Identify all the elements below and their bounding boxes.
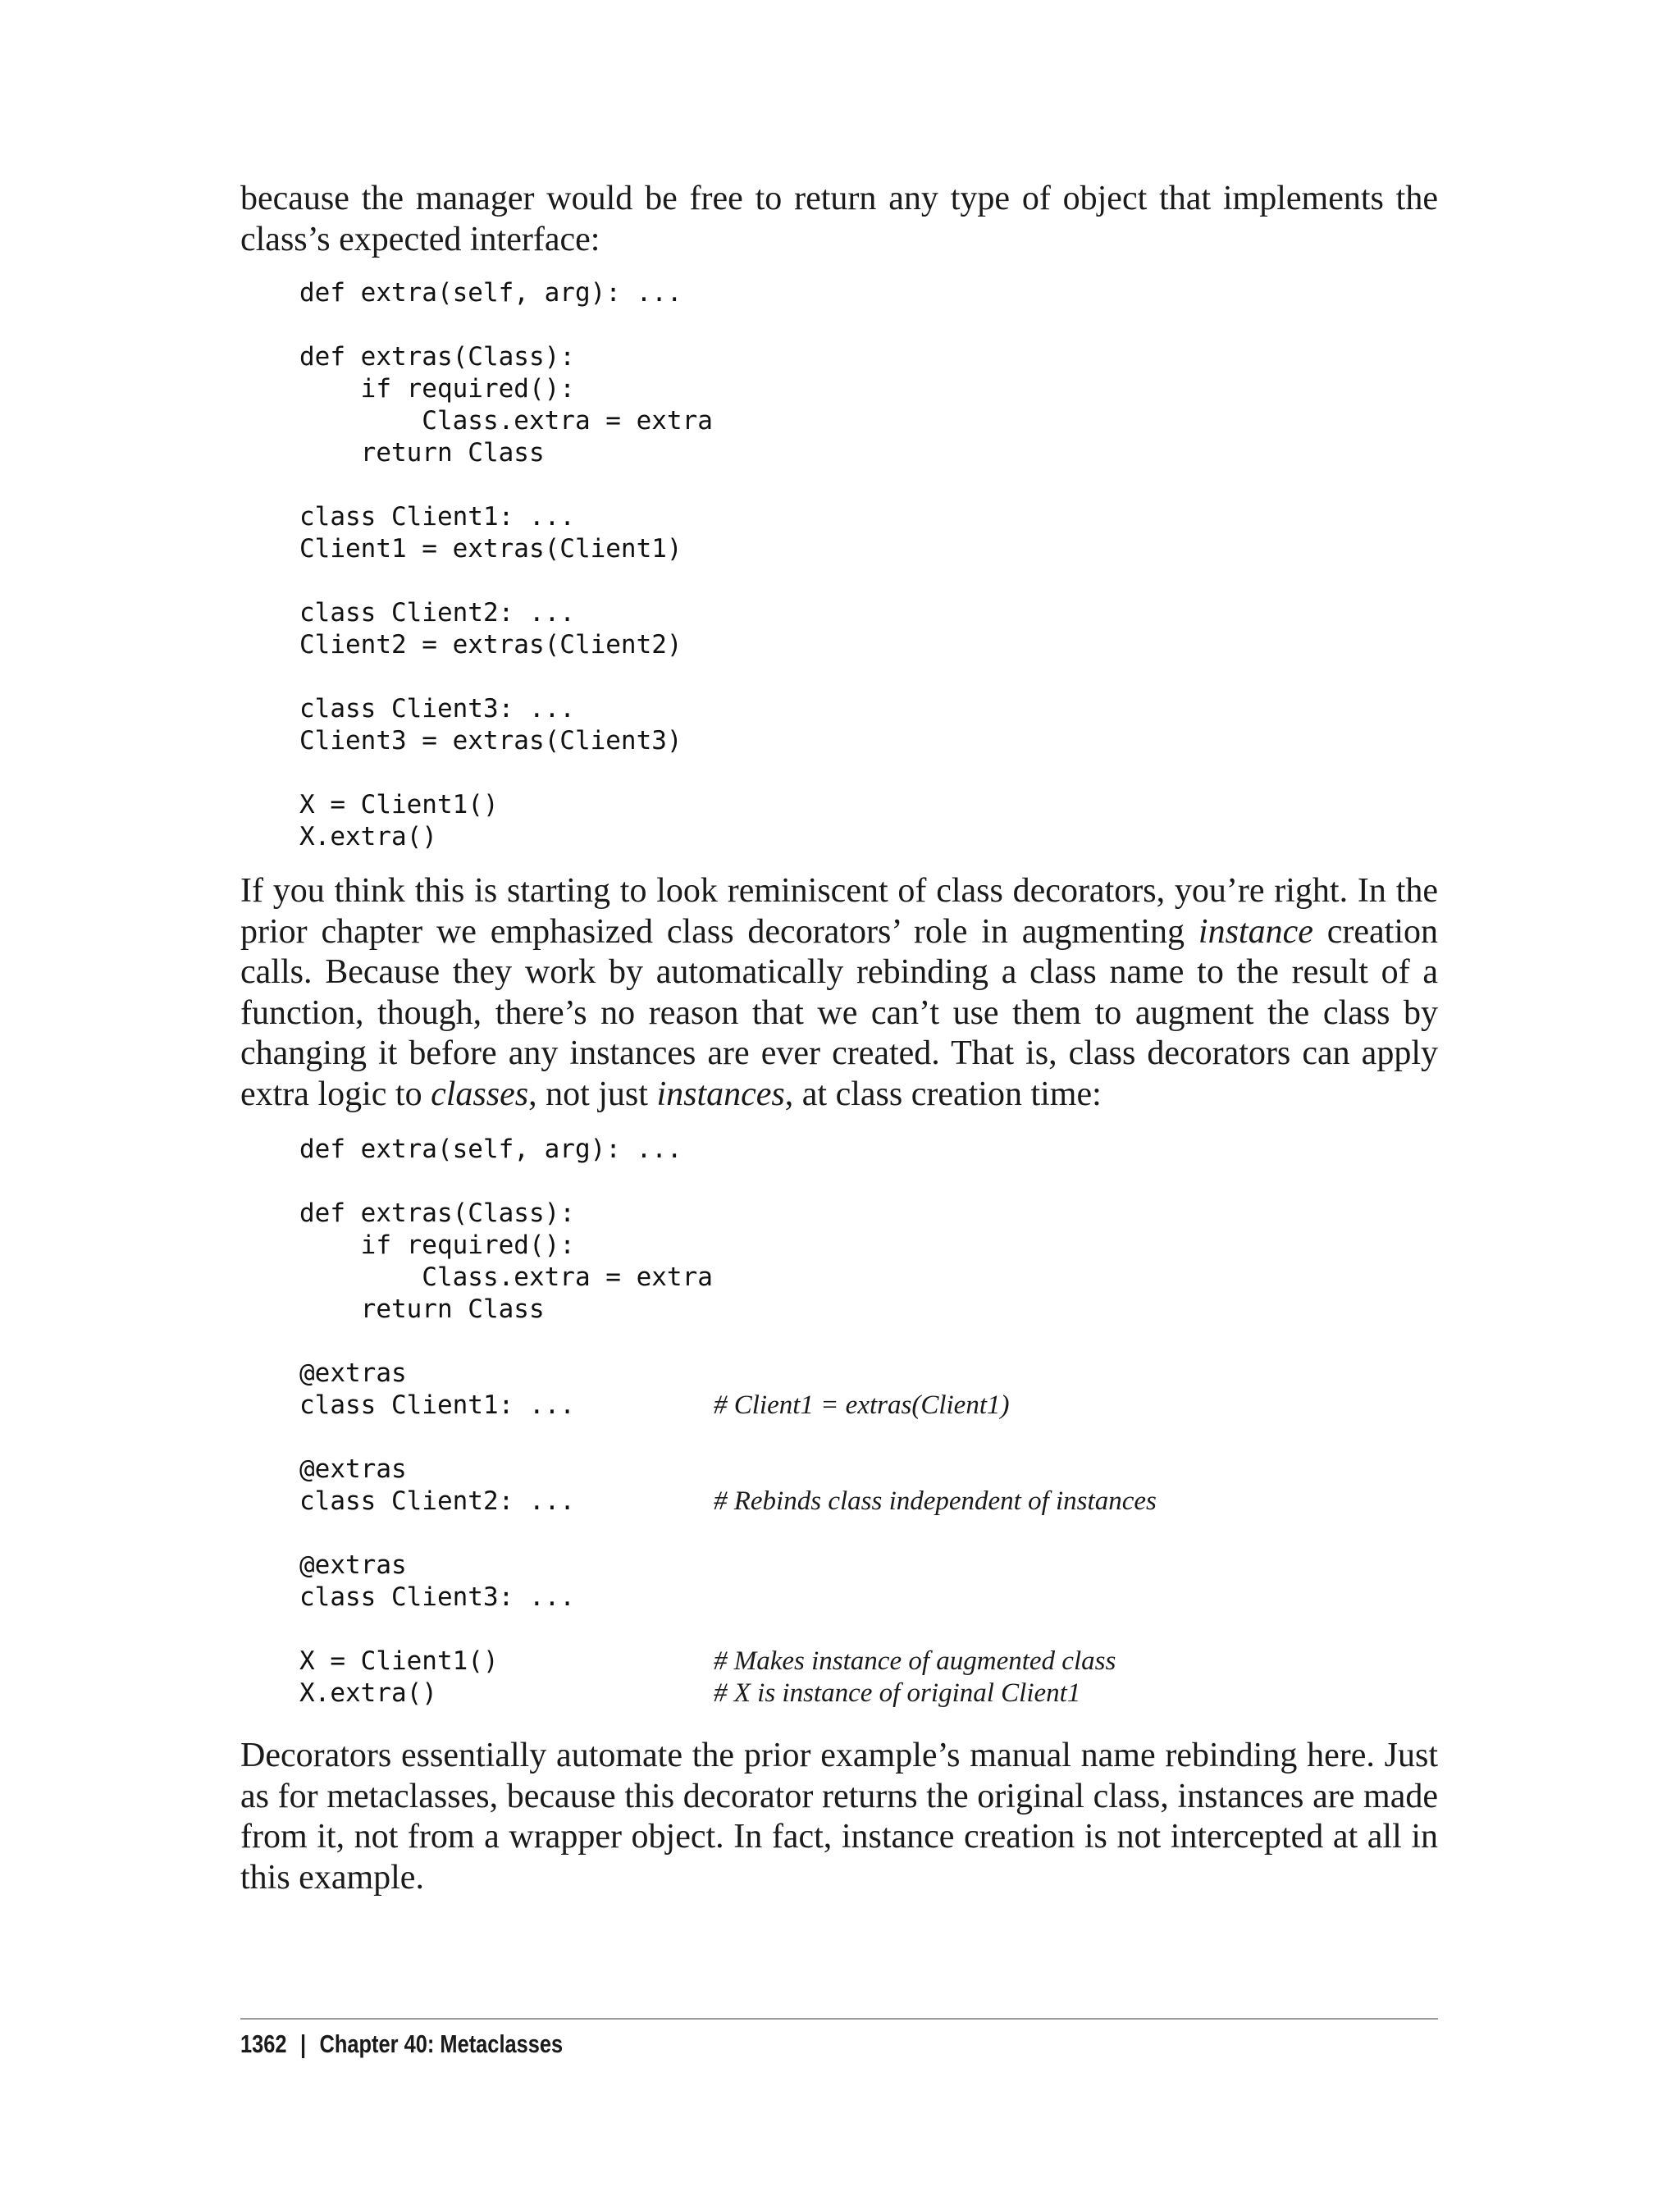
code-line <box>299 1230 1448 1262</box>
code-line <box>299 757 1448 789</box>
emphasis-classes: classes <box>431 1075 529 1113</box>
code-line <box>299 1518 1448 1550</box>
code-line <box>299 309 1448 341</box>
code-line <box>299 597 1448 629</box>
code-block-manual-rebinding <box>299 277 1448 853</box>
code-line <box>299 1422 1448 1454</box>
code-comment: # Makes instance of augmented class <box>714 1646 1116 1676</box>
code-line <box>299 1614 1448 1646</box>
paragraph-conclusion: Decorators essentially automate the prior example’s manual name rebinding here. Just as for metaclasses, because this decorator returns the original class, instances are made from it, not from a wrapper object. In fact, instance creation is not intercepted at all in this example. <box>240 1737 1438 1897</box>
chapter-title: Chapter 40: Metaclasses <box>319 2029 564 2058</box>
page-footer <box>240 2028 563 2061</box>
code-text: return Class <box>299 438 545 468</box>
code-line <box>299 789 1448 821</box>
code-text: def extras(Class): <box>299 342 575 372</box>
code-line <box>299 277 1448 309</box>
code-text: @extras <box>299 1358 407 1388</box>
code-text: def extras(Class): <box>299 1198 575 1228</box>
code-text: if required(): <box>299 374 575 404</box>
code-line <box>299 1326 1448 1358</box>
paragraph-class-decorators <box>240 871 1438 1115</box>
code-line <box>299 725 1448 757</box>
code-text: @extras <box>299 1550 407 1580</box>
code-comment: # X is instance of original Client1 <box>714 1678 1081 1708</box>
code-line <box>299 1134 1448 1166</box>
code-line <box>299 1582 1448 1614</box>
code-line <box>299 821 1448 853</box>
code-line <box>299 437 1448 469</box>
footer-separator: | <box>299 2029 307 2058</box>
code-text: Client1 = extras(Client1) <box>299 534 682 564</box>
code-text: return Class <box>299 1294 545 1324</box>
code-line <box>299 1550 1448 1582</box>
code-line <box>299 341 1448 373</box>
code-line <box>299 373 1448 405</box>
paragraph-text: , not just <box>528 1075 657 1113</box>
code-text: Class.extra = extra <box>299 406 713 436</box>
code-line <box>299 565 1448 597</box>
code-line <box>299 1294 1448 1326</box>
code-text: Client3 = extras(Client3) <box>299 726 682 756</box>
code-text: if required(): <box>299 1230 575 1260</box>
code-text: X.extra() <box>299 1678 437 1708</box>
code-text: X = Client1() <box>299 790 499 819</box>
code-line <box>299 1454 1448 1486</box>
code-line <box>299 1358 1448 1390</box>
code-comment: # Rebinds class independent of instances <box>714 1486 1157 1516</box>
code-line <box>299 1646 1448 1678</box>
code-line <box>299 661 1448 693</box>
footer-divider <box>240 2018 1438 2020</box>
code-line <box>299 533 1448 565</box>
code-line <box>299 693 1448 725</box>
code-line <box>299 1390 1448 1422</box>
page-number: 1362 <box>240 2029 287 2058</box>
paragraph-text: If you think this is starting to look reminiscent of class decorators, you’re right. In the prior chapter we emphasized class decorators’ role in augmenting <box>240 872 1438 951</box>
code-text: def extra(self, arg): ... <box>299 278 682 308</box>
paragraph-intro: because the manager would be free to return any type of object that implements the class’s expected interface: <box>240 180 1438 258</box>
code-line <box>299 1486 1448 1518</box>
emphasis-instance: instance <box>1198 912 1313 951</box>
code-text: @extras <box>299 1454 407 1484</box>
code-line <box>299 1262 1448 1294</box>
paragraph-text: creation calls. Because they work by automatically rebinding a class name to the result of a function, though, there’s no reason that we can’t use them to augment the class by changing it before any instances are ever created. That is, class decorators can apply extra logic to <box>240 912 1439 1113</box>
code-comment: # Client1 = extras(Client1) <box>714 1390 1010 1420</box>
code-text: X.extra() <box>299 822 437 851</box>
code-text: class Client2: ... <box>299 1486 575 1516</box>
code-line <box>299 629 1448 661</box>
code-text: def extra(self, arg): ... <box>299 1134 682 1164</box>
code-text: Class.extra = extra <box>299 1262 713 1292</box>
code-text: class Client2: ... <box>299 598 575 628</box>
code-text: class Client3: ... <box>299 694 575 724</box>
code-text: class Client1: ... <box>299 502 575 532</box>
code-text: X = Client1() <box>299 1646 499 1676</box>
code-block-decorator <box>299 1134 1448 1710</box>
code-line <box>299 501 1448 533</box>
paragraph-text: , at class creation time: <box>784 1075 1102 1113</box>
code-line <box>299 405 1448 437</box>
code-text: class Client3: ... <box>299 1582 575 1612</box>
code-line <box>299 1166 1448 1198</box>
code-text: Client2 = extras(Client2) <box>299 630 682 660</box>
code-text: class Client1: ... <box>299 1390 575 1420</box>
code-line <box>299 1678 1448 1710</box>
code-line <box>299 1198 1448 1230</box>
code-line <box>299 469 1448 501</box>
emphasis-instances: instances <box>656 1075 785 1113</box>
